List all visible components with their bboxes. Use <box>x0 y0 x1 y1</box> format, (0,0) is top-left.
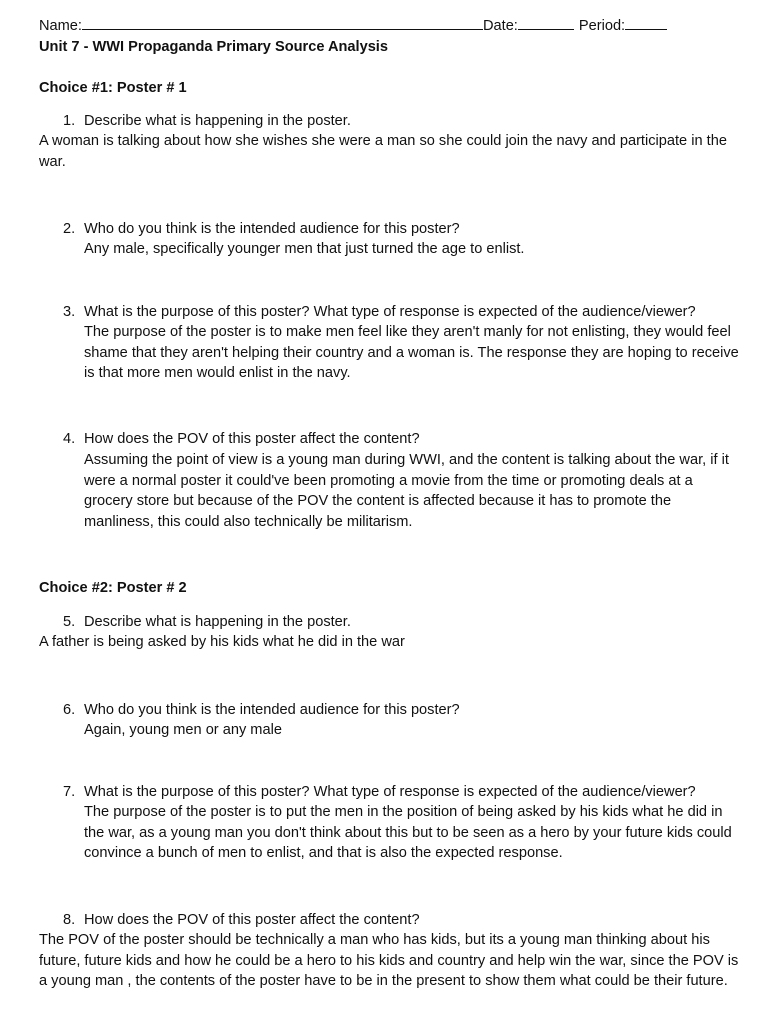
name-blank[interactable] <box>82 15 483 30</box>
question-prompt: What is the purpose of this poster? What type of response is expected of the audience/viewer? <box>84 304 696 320</box>
answer-8: The POV of the poster should be technically a man who has kids, but its a young man thinking about his future, future kids and how he could be a hero to his kids and country and help win the war, since the POV is a young man , the contents of the poster have to be in the present to show them what could be their future. <box>39 932 739 990</box>
question-number: 4. <box>63 431 76 447</box>
answer-1: A woman is talking about how she wishes she were a man so she could join the navy and participate in the war. <box>39 133 727 170</box>
answer-2: Any male, specifically younger men that just turned the age to enlist. <box>84 241 525 257</box>
question-prompt: Describe what is happening in the poster. <box>84 113 351 129</box>
question-2 <box>63 219 460 239</box>
question-8 <box>63 910 420 930</box>
question-4 <box>63 429 420 449</box>
question-1 <box>63 111 351 131</box>
question-number: 5. <box>63 614 76 630</box>
question-7 <box>63 782 696 802</box>
question-3 <box>63 302 696 322</box>
answer-4: Assuming the point of view is a young man during WWI, and the content is talking about the war, if it were a normal poster it could've been promoting a movie from the time or promoting deals at a grocery store but because of the POV the content is affected because it has to promote the manliness, this could also technically be militarism. <box>84 452 729 530</box>
question-6 <box>63 700 460 720</box>
question-number: 6. <box>63 702 76 718</box>
question-prompt: How does the POV of this poster affect the content? <box>84 431 420 447</box>
answer-3: The purpose of the poster is to make men feel like they aren't manly for not enlisting, they would feel shame that they aren't helping their country and a woman is. The response they are hoping to receive is that more men would enlist in the navy. <box>84 324 739 382</box>
date-label: Date: <box>482 18 518 34</box>
question-prompt: Who do you think is the intended audience for this poster? <box>84 221 460 237</box>
answer-7: The purpose of the poster is to put the men in the position of being asked by his kids what he did in the war, as a young man you don't think about this but to be seen as a hero by your future kids could convince a bunch of men to enlist, and that is also the expected response. <box>84 804 732 862</box>
question-number: 7. <box>63 784 76 800</box>
question-prompt: How does the POV of this poster affect the content? <box>84 912 420 928</box>
question-number: 2. <box>63 221 76 237</box>
question-number: 3. <box>63 304 76 320</box>
question-number: 1. <box>63 113 76 129</box>
page-title: Unit 7 - WWI Propaganda Primary Source Analysis <box>39 39 388 55</box>
period-blank[interactable] <box>625 15 667 30</box>
question-5 <box>63 612 351 632</box>
name-label: Name: <box>39 18 82 34</box>
answer-5: A father is being asked by his kids what he did in the war <box>39 634 405 650</box>
question-prompt: Describe what is happening in the poster. <box>84 614 351 630</box>
period-label: Period: <box>578 18 626 34</box>
choice-1-heading: Choice #1: Poster # 1 <box>39 80 187 96</box>
header-fields <box>39 15 667 36</box>
choice-2-heading: Choice #2: Poster # 2 <box>39 580 187 596</box>
question-number: 8. <box>63 912 76 928</box>
question-prompt: What is the purpose of this poster? What type of response is expected of the audience/viewer? <box>84 784 696 800</box>
question-prompt: Who do you think is the intended audience for this poster? <box>84 702 460 718</box>
date-blank[interactable] <box>518 15 574 30</box>
answer-6: Again, young men or any male <box>84 722 282 738</box>
